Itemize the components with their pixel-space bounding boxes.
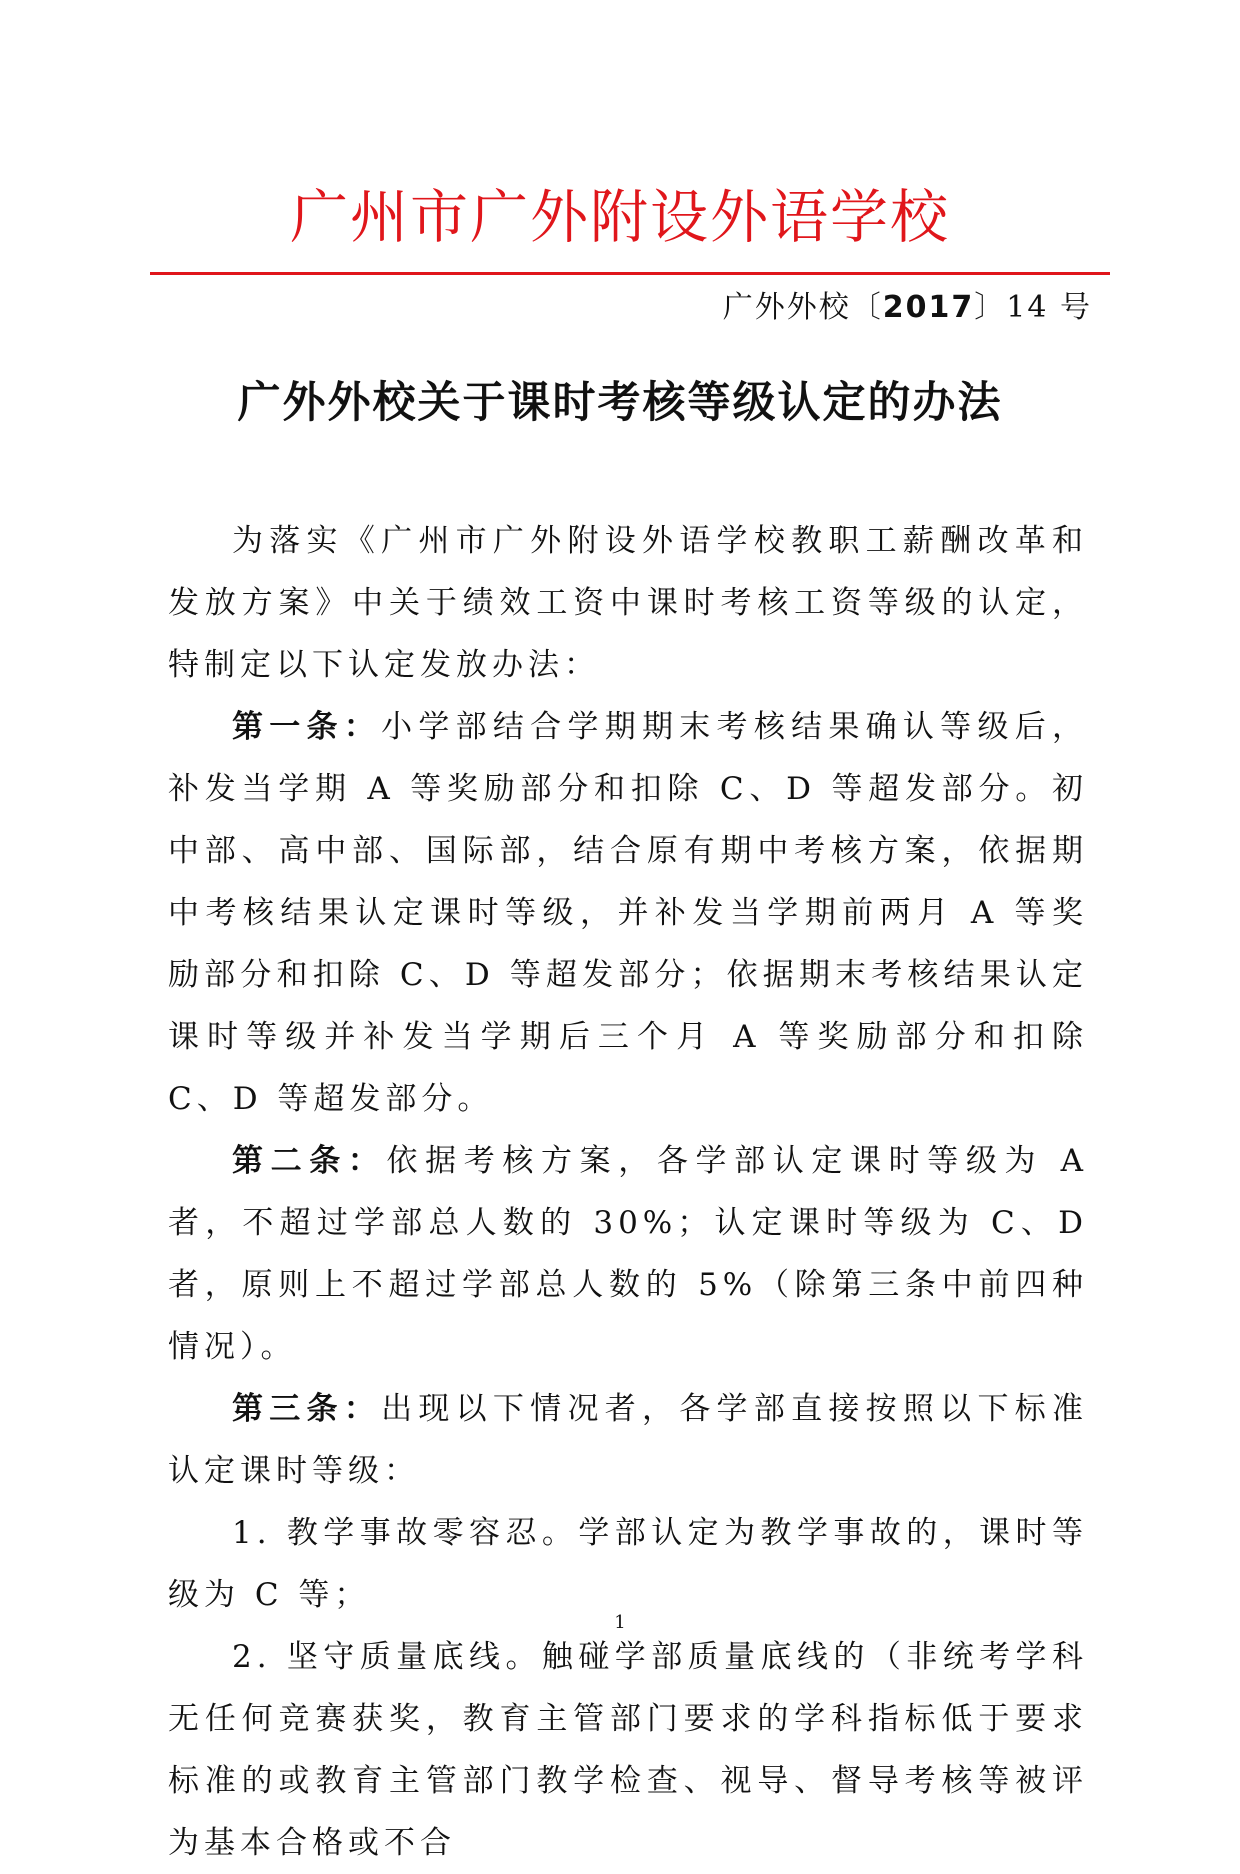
article-2-label: 第二条： bbox=[232, 1143, 387, 1179]
page-number: 1 bbox=[614, 1612, 626, 1633]
intro-paragraph: 为落实《广州市广外附设外语学校教职工薪酬改革和发放方案》中关于绩效工资中课时考核工资等级的认定，特制定以下认定发放办法： bbox=[168, 523, 1088, 683]
doc-number-year: 2017 bbox=[882, 290, 975, 325]
article-2 bbox=[168, 1130, 1088, 1378]
article-1-text: 小学部结合学期期末考核结果确认等级后，补发当学期 A 等奖励部分和扣除 C、D 等超发部分。初中部、高中部、国际部，结合原有期中考核方案，依据期中考核结果认定课时等级，并补发当学期前两月 A 等奖励部分和扣除 C、D 等超发部分；依据期末考核结果认定课时等级并补发当学期后三个月 A 等奖励部分和扣除 C、D 等超发部分。 bbox=[168, 709, 1089, 1117]
school-name-header: 广州市广外附设外语学校 bbox=[289, 183, 950, 251]
article-2-text: 依据考核方案，各学部认定课时等级为 A 者，不超过学部总人数的 30%；认定课时等级为 C、D 者，原则上不超过学部总人数的 5%（除第三条中前四种情况）。 bbox=[168, 1143, 1088, 1365]
list-item-2: 2. 坚守质量底线。触碰学部质量底线的（非统考学科无任何竞赛获奖，教育主管部门要求的学科指标低于要求标准的或教育主管部门教学检查、视导、督导考核等被评为基本合格或不合 bbox=[168, 1639, 1088, 1861]
doc-number-prefix: 广外外校〔 bbox=[722, 290, 883, 325]
list-item-1: 1. 教学事故零容忍。学部认定为教学事故的，课时等级为 C 等； bbox=[168, 1515, 1088, 1613]
article-3-text: 出现以下情况者，各学部直接按照以下标准认定课时等级： bbox=[168, 1391, 1089, 1489]
header-divider bbox=[150, 272, 1110, 275]
document-title: 广外外校关于课时考核等级认定的办法 bbox=[237, 378, 1003, 428]
document-number bbox=[723, 290, 1092, 326]
article-3-label: 第三条： bbox=[232, 1391, 382, 1427]
document-body bbox=[168, 510, 1088, 1874]
article-1 bbox=[168, 696, 1088, 1130]
doc-number-suffix: 〕14 号 bbox=[974, 290, 1092, 325]
article-1-label: 第一条： bbox=[232, 709, 382, 745]
article-3 bbox=[168, 1378, 1088, 1502]
